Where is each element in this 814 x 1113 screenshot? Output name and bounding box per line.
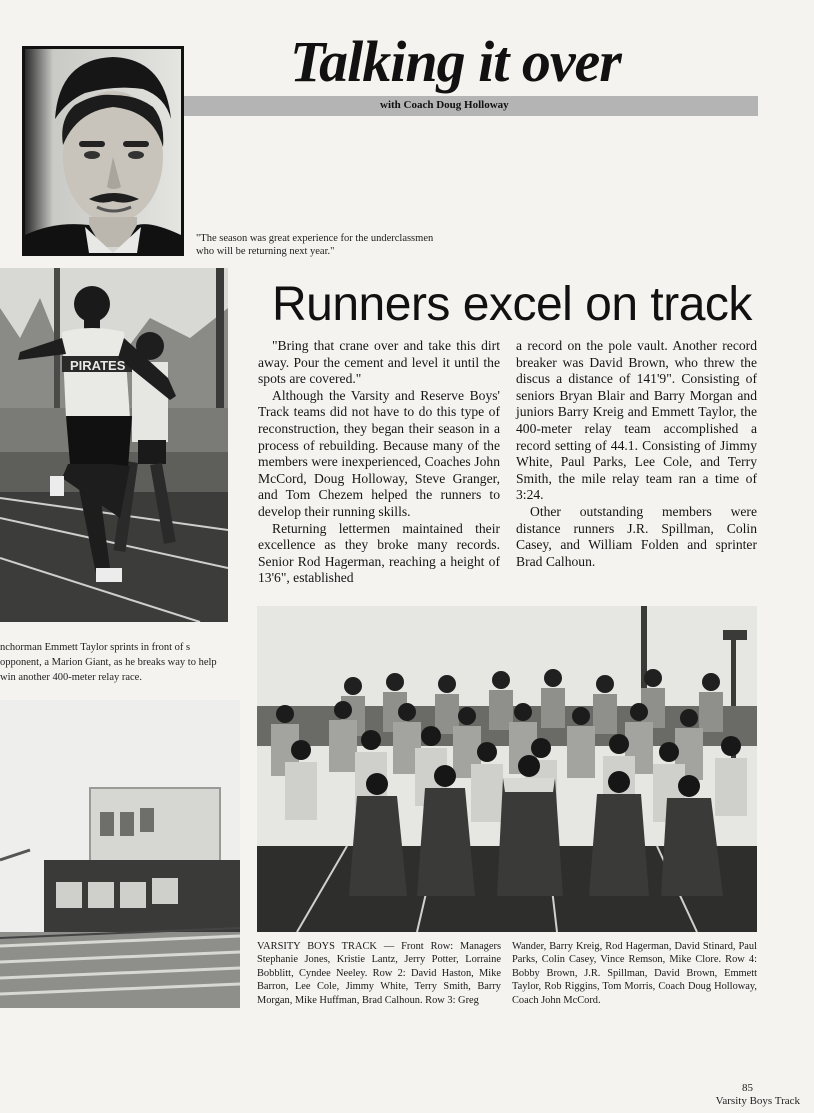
coach-portrait-photo (22, 46, 184, 256)
article-column-1 (258, 338, 500, 587)
team-photo-caption-col2: Wander, Barry Kreig, Rod Hagerman, David Stinard, Paul Parks, Colin Casey, Vince Remson, Mike Clore. Row 4: Bobby Brown, J.R. Spillman, David Brown, Emmett Taylor, Rob Riggins, Tom Morris, Coach Doug Holloway, Coach John McCord. (512, 941, 757, 1006)
article-paragraph: a record on the pole vault. Another record breaker was David Brown, who threw the discus a distance of 141'9". Consisting of seniors Bryan Blair and Barry Morgan and juniors Barry Kreig and Emmett Taylor, the 400-meter relay team accomplished a record setting of 44.1. Consisting of Jimmy White, Paul Parks, Lee Cole, and Terry Smith, the mile relay team ran a time of 3:24. (516, 338, 757, 503)
jersey-label: PIRATES (70, 358, 126, 373)
section-name: Varsity Boys Track (715, 1095, 800, 1107)
sprinter-photo-caption: nchorman Emmett Taylor sprints in front of s opponent, a Marion Giant, as he breaks way to help win another 400-meter relay race. (0, 642, 217, 683)
press-box-photo (0, 700, 240, 1008)
article-paragraph: Other outstanding members were distance runners J.R. Spillman, Colin Casey, and William Folden and sprinter Brad Calhoun. (516, 503, 757, 569)
page-number: 85 (742, 1082, 753, 1094)
coach-quote: "The season was great experience for the underclassmen who will be returning next year." (196, 233, 434, 257)
page-subtitle: with Coach Doug Holloway (380, 99, 509, 111)
article-headline: Runners excel on track (272, 278, 752, 331)
article-paragraph: Returning lettermen maintained their excellence as they broke many records. Senior Rod Hagerman, reaching a height of 13'6", established (258, 520, 500, 586)
team-group-photo (257, 606, 757, 932)
page-title: Talking it over (290, 29, 621, 94)
team-photo-caption-col1: VARSITY BOYS TRACK — Front Row: Managers Stephanie Jones, Kristie Lantz, Jerry Potter, Lorraine Bobblitt, Cyndee Neeley. Row 2: David Haston, Mike Barron, Lee Cole, Jimmy White, Terry Smith, Barry Morgan, Mike Huffman, Brad Calhoun. Row 3: Greg (257, 941, 501, 1006)
sprinter-photo (0, 268, 228, 622)
article-paragraph: Although the Varsity and Reserve Boys' Track teams did not have to do this type of reconstruction, they began their season in a process of rebuilding. Because many of the members were inexperienced, Coaches John McCord, Doug Holloway, Steve Granger, and Tom Chezem helped the runners to develop their running skills. (258, 387, 500, 519)
folio (690, 1082, 800, 1108)
article-column-2 (516, 338, 757, 570)
article-paragraph: "Bring that crane over and take this dirt away. Pour the cement and level it until the spots are covered." (258, 338, 500, 387)
